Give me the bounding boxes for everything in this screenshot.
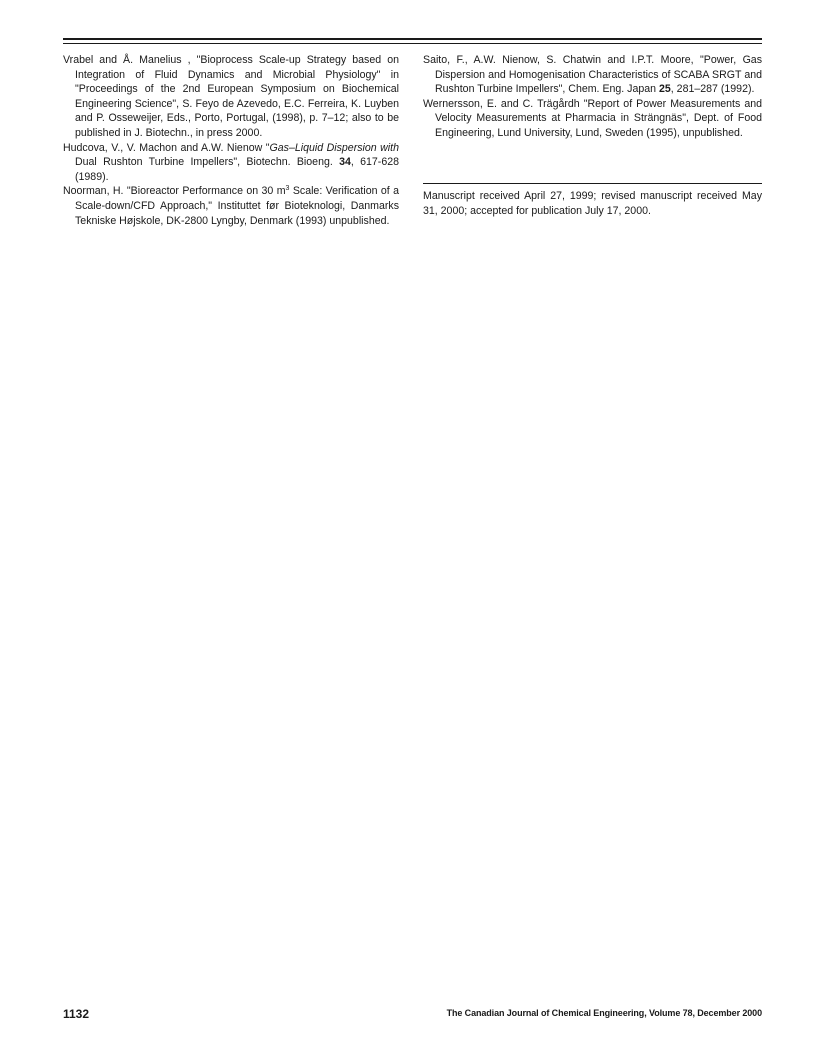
reference-entry xyxy=(423,53,762,97)
reference-text: , 617-628 (1989). xyxy=(75,156,399,183)
reference-text: Scale: Verification of a Scale-down/CFD Approach," Instituttet før Bioteknologi, Danmarks Tekniske Højskole, DK-2800 Lyngby, Denmark (1993) unpublished. xyxy=(75,185,399,227)
journal-citation: The Canadian Journal of Chemical Engineering, Volume 78, December 2000 xyxy=(446,1008,762,1018)
reference-text: Hudcova, V., V. Machon and A.W. Nienow " xyxy=(63,141,270,154)
reference-text: Saito, F., A.W. Nienow, S. Chatwin and I.P.T. Moore, "Power, Gas Dispersion and Homogenisation Characteristics of SCABA SRGT and Rushton Turbine Impellers", Chem. Eng. Japan xyxy=(423,54,762,96)
page-footer xyxy=(63,1007,762,1023)
reference-text: 34 xyxy=(339,156,351,169)
reference-text: Vrabel and Å. Manelius , "Bioprocess Scale-up Strategy based on Integration of Fluid Dynamics and Microbial Physiology" in "Proceedings of the 2nd European Symposium on Biochemical Engineering Science", S. Feyo de Azevedo, E.C. Ferreira, K. Luyben and P. Osseweijer, Eds., Porto, Portugal, (1998), p. 7–12; also to be published in J. Biotechn., in press 2000. xyxy=(63,54,399,139)
header-rule-thick xyxy=(63,38,762,40)
reference-entry xyxy=(63,141,399,185)
reference-text: Noorman, H. "Bioreactor Performance on 30 m xyxy=(63,185,286,198)
references-left-column xyxy=(63,53,399,228)
reference-text: Dual Rushton Turbine Impellers", Biotechn. Bioeng. xyxy=(75,156,340,169)
reference-text: Wernersson, E. and C. Trägårdh "Report of Power Measurements and Velocity Measurements at Pharmacia in Strängnäs", Dept. of Food Engineering, Lund University, Lund, Sweden (1995), unpublished. xyxy=(423,97,762,139)
reference-entry xyxy=(63,53,399,141)
reference-text: , 281–287 (1992). xyxy=(670,83,755,96)
reference-text: 25 xyxy=(659,83,671,96)
page-number: 1132 xyxy=(63,1007,90,1021)
manuscript-note-rule xyxy=(423,183,762,184)
reference-text: 3 xyxy=(285,185,290,193)
reference-entry xyxy=(63,184,399,228)
references-right-column xyxy=(423,53,762,141)
reference-entry xyxy=(423,97,762,141)
header-rule-thin xyxy=(63,43,762,44)
reference-text: Gas–Liquid Dispersion with xyxy=(269,141,399,154)
manuscript-note: Manuscript received April 27, 1999; revised manuscript received May 31, 2000; accepted for publication July 17, 2000. xyxy=(423,190,762,217)
